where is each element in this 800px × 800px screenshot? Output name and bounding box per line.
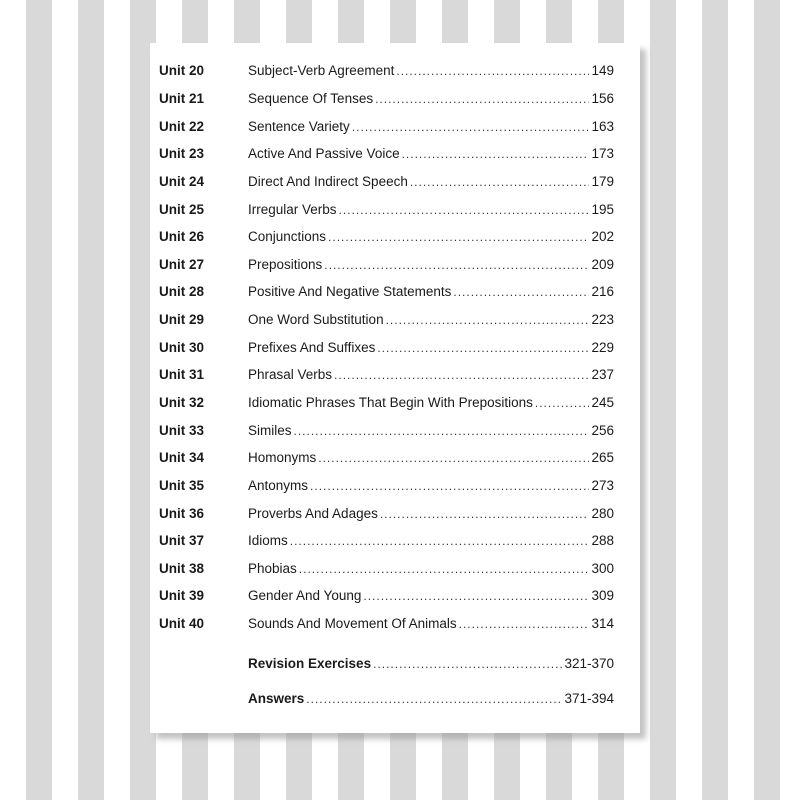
- unit-number: Unit 34: [159, 450, 205, 466]
- page-number: 309: [591, 588, 614, 604]
- dot-leader: [299, 562, 590, 576]
- dot-leader: [386, 313, 590, 327]
- toc-row: [159, 168, 614, 196]
- unit-number: Unit 29: [159, 312, 205, 328]
- dot-leader: [380, 507, 590, 521]
- toc-unit-list: [159, 57, 614, 637]
- toc-row: [159, 57, 614, 85]
- page-number: 288: [591, 533, 614, 549]
- dot-leader: [377, 341, 589, 355]
- page-range: 371-394: [564, 691, 614, 706]
- page-range: 321-370: [564, 656, 614, 671]
- unit-title: Sounds And Movement Of Animals: [248, 616, 457, 632]
- page-number: 223: [591, 312, 614, 328]
- dot-leader: [324, 258, 589, 272]
- dot-leader: [339, 203, 590, 217]
- unit-number: Unit 22: [159, 118, 205, 134]
- toc-extra-row: [159, 681, 614, 716]
- dot-leader: [402, 147, 590, 161]
- page-number: 237: [591, 367, 614, 383]
- dot-leader: [294, 424, 590, 438]
- toc-row: [159, 278, 614, 306]
- unit-number: Unit 20: [159, 63, 205, 79]
- extra-title: Revision Exercises: [248, 656, 372, 671]
- unit-title: Sentence Variety: [248, 118, 350, 134]
- toc-row: [159, 85, 614, 113]
- dot-leader: [334, 368, 589, 382]
- page-number: 209: [591, 256, 614, 272]
- unit-title: One Word Substitution: [248, 312, 384, 328]
- unit-title: Antonyms: [248, 477, 309, 493]
- page-number: 163: [591, 118, 614, 134]
- page-number: 202: [591, 229, 614, 245]
- unit-number: Unit 39: [159, 588, 205, 604]
- unit-number: Unit 21: [159, 90, 205, 106]
- unit-title: Irregular Verbs: [248, 201, 337, 217]
- page-number: 314: [591, 616, 614, 632]
- toc-row: [159, 499, 614, 527]
- dot-leader: [352, 120, 590, 134]
- toc-row: [159, 112, 614, 140]
- dot-leader: [318, 451, 589, 465]
- page-number: 256: [591, 422, 614, 438]
- dot-leader: [290, 534, 590, 548]
- page-number: 179: [591, 173, 614, 189]
- toc-row: [159, 333, 614, 361]
- dot-leader: [459, 617, 590, 631]
- toc-row: [159, 361, 614, 389]
- unit-number: Unit 28: [159, 284, 205, 300]
- page-number: 156: [591, 90, 614, 106]
- page-number: 149: [591, 63, 614, 79]
- toc-row: [159, 582, 614, 610]
- page-number: 265: [591, 450, 614, 466]
- unit-title: Prepositions: [248, 256, 323, 272]
- toc-row: [159, 195, 614, 223]
- dot-leader: [535, 396, 590, 410]
- toc-extra-list: [159, 646, 614, 716]
- unit-title: Subject-Verb Agreement: [248, 63, 395, 79]
- toc-row: [159, 444, 614, 472]
- unit-title: Sequence Of Tenses: [248, 90, 374, 106]
- dot-leader: [396, 64, 589, 78]
- dot-leader: [453, 285, 589, 299]
- dot-leader: [410, 175, 590, 189]
- page-number: 245: [591, 395, 614, 410]
- unit-title: Gender And Young: [248, 588, 362, 604]
- unit-number: Unit 31: [159, 367, 205, 383]
- dot-leader: [363, 589, 589, 603]
- page-number: 173: [591, 146, 614, 162]
- unit-title: Phobias: [248, 560, 297, 576]
- unit-title: Prefixes And Suffixes: [248, 339, 376, 355]
- unit-title: Idioms: [248, 533, 288, 549]
- unit-title: Proverbs And Adages: [248, 505, 378, 521]
- unit-number: Unit 38: [159, 560, 205, 576]
- unit-title: Direct And Indirect Speech: [248, 173, 408, 189]
- toc-row: [159, 472, 614, 500]
- toc-row: [159, 416, 614, 444]
- toc-row: [159, 610, 614, 638]
- page-number: 216: [591, 284, 614, 300]
- unit-number: Unit 25: [159, 201, 205, 217]
- unit-number: Unit 23: [159, 146, 205, 162]
- unit-number: Unit 37: [159, 533, 205, 549]
- extra-title: Answers: [248, 691, 305, 706]
- unit-number: Unit 32: [159, 395, 205, 410]
- unit-number: Unit 27: [159, 256, 205, 272]
- unit-number: Unit 24: [159, 173, 205, 189]
- dot-leader: [328, 230, 589, 244]
- unit-title: Conjunctions: [248, 229, 327, 245]
- toc-row: [159, 389, 614, 417]
- dot-leader: [373, 657, 562, 671]
- unit-number: Unit 35: [159, 477, 205, 493]
- unit-number: Unit 36: [159, 505, 205, 521]
- dot-leader: [310, 479, 589, 493]
- toc-extra-row: [159, 646, 614, 681]
- toc-row: [159, 306, 614, 334]
- toc-row: [159, 223, 614, 251]
- toc-row: [159, 140, 614, 168]
- toc-row: [159, 555, 614, 583]
- unit-title: Homonyms: [248, 450, 317, 466]
- page-number: 280: [591, 505, 614, 521]
- page-number: 273: [591, 477, 614, 493]
- unit-number: Unit 30: [159, 339, 205, 355]
- unit-number: Unit 26: [159, 229, 205, 245]
- toc-row: [159, 250, 614, 278]
- unit-title: Similes: [248, 422, 292, 438]
- toc-row: [159, 527, 614, 555]
- unit-title: Active And Passive Voice: [248, 146, 400, 162]
- unit-number: Unit 33: [159, 422, 205, 438]
- page-number: 229: [591, 339, 614, 355]
- unit-number: Unit 40: [159, 616, 205, 632]
- unit-title: Idiomatic Phrases That Begin With Prepositions: [248, 395, 533, 410]
- contents-page: [150, 43, 640, 733]
- dot-leader: [306, 692, 562, 706]
- page-number: 195: [591, 201, 614, 217]
- unit-title: Phrasal Verbs: [248, 367, 333, 383]
- unit-title: Positive And Negative Statements: [248, 284, 452, 300]
- page-number: 300: [591, 560, 614, 576]
- dot-leader: [375, 92, 589, 106]
